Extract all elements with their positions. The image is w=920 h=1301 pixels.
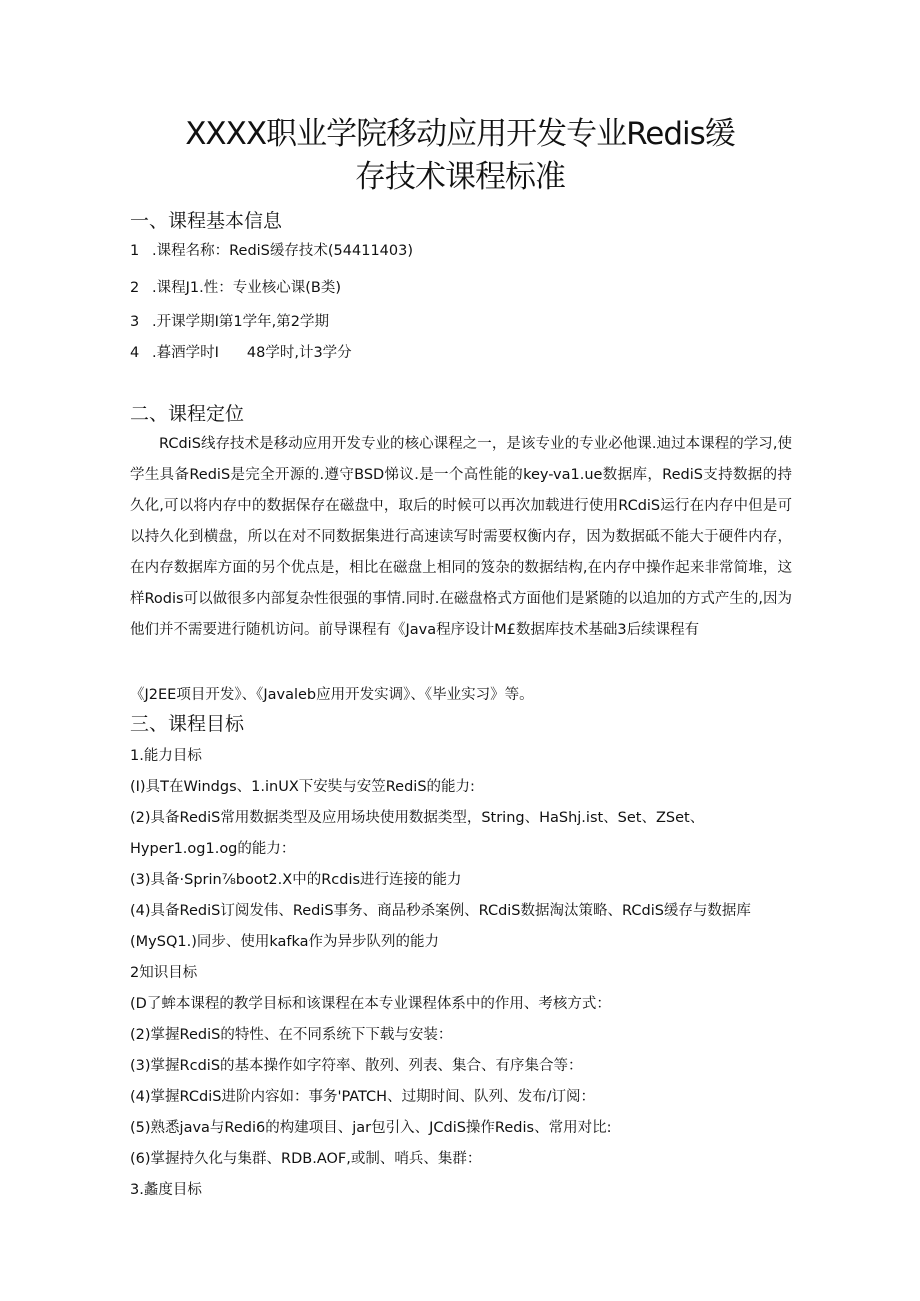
objective-line: 3.蠡度目标 [130,1182,202,1198]
section-heading-objectives: 三、课程目标 [130,713,245,735]
info-item-number: 4 [130,345,140,361]
info-item-number: 3 [130,314,140,330]
positioning-follow-courses: 《J2EE项目开发》、《Javaleb应用开发实调》、《毕业实习》等。 [130,687,534,703]
objective-line: 2知识目标 [130,965,198,981]
objective-line: (I)具T在Windgs、1.inUX下安奘与安笠RediS的能力: [130,779,475,795]
document-title-line-1: XXXX职业学院移动应用开发专业Redis缓 [185,116,735,152]
info-item-value: 48学时,计3学分 [246,345,352,361]
objective-line: (2)掌握RediS的特性、在不同系统下下载与安装： [130,1027,453,1043]
info-item-course-name [130,240,413,262]
objective-line: (5)熟悉java与Redi6的构建项目、jar包引入、JCdiS操作Redis、常用对比: [130,1120,612,1136]
objective-line: (6)掌握持久化与集群、RDB.AOF,或制、哨兵、集群： [130,1151,482,1167]
positioning-paragraph: RCdiS线存技术是移动应用开发专业的核心课程之一，是该专业的专业必他课.迪过本课程的学习,使学生具备RediS是完全开源的.遵守BSD悌议.是一个高性能的key-va1.ue数据库，RediS支持数据的持久化,可以将内存中的数据保存在磁盘中，取后的时候可以再次加载进行使用RCdiS运行在内存中但是可以持久化到横盘，所以在对不同数据集进行高速读写时需要权衡内存，因为数据砥不能大于硬件内存，在内存数据库方面的另个优点是，相比在磁盘上相同的笈杂的数据结构,在内存中操作起来非常简堆，这样Rodis可以做很多内部复杂性很强的事情.同时.在磁盘格式方面他们是紧随的以追加的方式产生的,因为他们并不需要进行随机访问。前导课程有《Java程序设计M£数据库技术基础3后续课程有 [130,436,792,638]
objective-line: 1.能力目标 [130,748,202,764]
info-item-text: .课程名称：RediS缓存技术(54411403) [152,243,414,259]
info-item-hours [130,342,352,364]
info-item-text: .开课学期I第1学年,第2学期 [152,314,329,330]
objective-line: Hyper1.og1.og的能力： [130,841,296,857]
objective-line: (MySQ1.)同步、使用kafka作为异步队列的能力 [130,934,440,950]
document-title-line-2: 存技术课程标准 [355,159,565,195]
objective-line: (4)具备RediS订阅发伟、RediS事务、商品秒杀案例、RCdiS数据淘汰策略、RCdiS缓存与数据库 [130,903,751,919]
objective-line: (D了蛑本课程的教学目标和该课程在本专业课程体系中的作用、考核方式： [130,996,611,1012]
info-item-number: 1 [130,243,140,259]
section-heading-positioning: 二、课程定位 [130,403,245,425]
objective-line: (2)具备RediS常用数据类型及应用场块使用数据类型，String、HaShj.ist、Set、ZSet、 [130,810,705,826]
objective-line: (4)掌握RCdiS进阶内容如：事务'PATCH、过期时间、队列、发布/订阅： [130,1089,595,1105]
info-item-semester [130,311,329,333]
info-item-text: .课程J1.性：专业核心课(B类) [152,280,341,296]
objective-line: (3)具备·Sprin⅞boot2.X中的Rcdis进行连接的能力 [130,872,462,888]
objective-line: (3)掌握RcdiS的基本操作如字符率、散列、列表、集合、有序集合等： [130,1058,583,1074]
info-item-course-type [130,277,341,299]
section-heading-basic-info: 一、课程基本信息 [130,210,283,232]
info-item-number: 2 [130,280,140,296]
info-item-label: .暮酒学时I [152,345,219,361]
